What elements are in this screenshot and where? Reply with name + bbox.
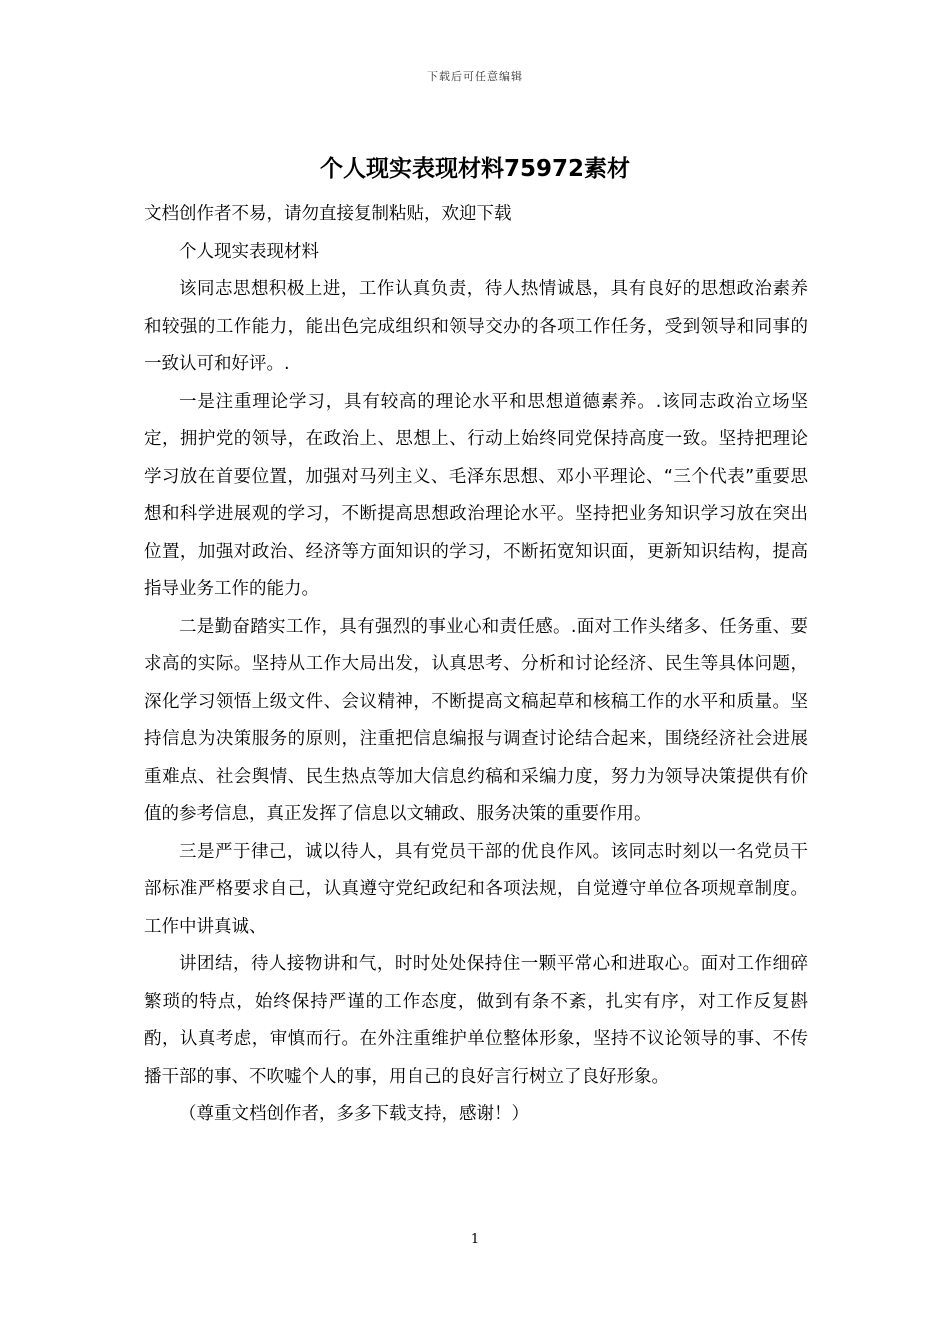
header-note: 下载后可任意编辑: [427, 70, 523, 83]
document-subtitle: 个人现实表现材料: [179, 241, 319, 262]
document-title: 个人现实表现材料75972素材: [319, 156, 631, 182]
paragraph-intro: 该同志思想积极上进，工作认真负责，待人热情诚恳，具有良好的思想政治素养和较强的工作能力，能出色完成组织和领导交办的各项工作任务，受到领导和同事的一致认可和好评。.: [144, 279, 808, 374]
paragraph-theory-study: 一是注重理论学习，具有较高的理论水平和思想道德素养。.该同志政治立场坚定，拥护党的领导，在政治上、思想上、行动上始终同党保持高度一致。坚持把理论学习放在首要位置，加强对马列主义、毛泽东思想、邓小平理论、“三个代表”重要思想和科学进展观的学习，不断提高思想政治理论水平。坚持把业务知识学习放在突出位置，加强对政治、经济等方面知识的学习，不断拓宽知识面，更新知识结构，提高指导业务工作的能力。: [144, 391, 808, 599]
closing-note: （尊重文档创作者，多多下载支持，感谢！）: [179, 1104, 529, 1124]
page-number: 1: [470, 1232, 480, 1247]
paragraph-diligent-work: 二是勤奋踏实工作，具有强烈的事业心和责任感。.面对工作头绪多、任务重、要求高的实际。坚持从工作大局出发，认真思考、分析和讨论经济、民生等具体问题，深化学习领悟上级文件、会议精神，不断提高文稿起草和核稿工作的水平和质量。坚持信息为决策服务的原则，注重把信息编报与调查讨论结合起来，围绕经济社会进展重难点、社会舆情、民生热点等加大信息约稿和采编力度，努力为领导决策提供有价值的参考信息，真正发挥了信息以文辅政、服务决策的重要作用。: [144, 616, 808, 824]
paragraph-unity: 讲团结，待人接物讲和气，时时处处保持住一颗平常心和进取心。面对工作细碎繁琐的特点，始终保持严谨的工作态度，做到有条不紊，扎实有序，对工作反复斟酌，认真考虑，审慎而行。在外注重维护单位整体形象，坚持不议论领导的事、不传播干部的事、不吹嘘个人的事，用自己的良好言行树立了良好形象。: [144, 954, 808, 1087]
paragraph-self-discipline: 三是严于律己，诚以待人，具有党员干部的优良作风。该同志时刻以一名党员干部标准严格要求自己，认真遵守党纪政纪和各项法规，自觉遵守单位各项规章制度。工作中讲真诚、: [144, 841, 808, 937]
document-body: [144, 196, 808, 1134]
download-notice: 文档创作者不易，请勿直接复制粘贴，欢迎下载: [144, 204, 512, 224]
